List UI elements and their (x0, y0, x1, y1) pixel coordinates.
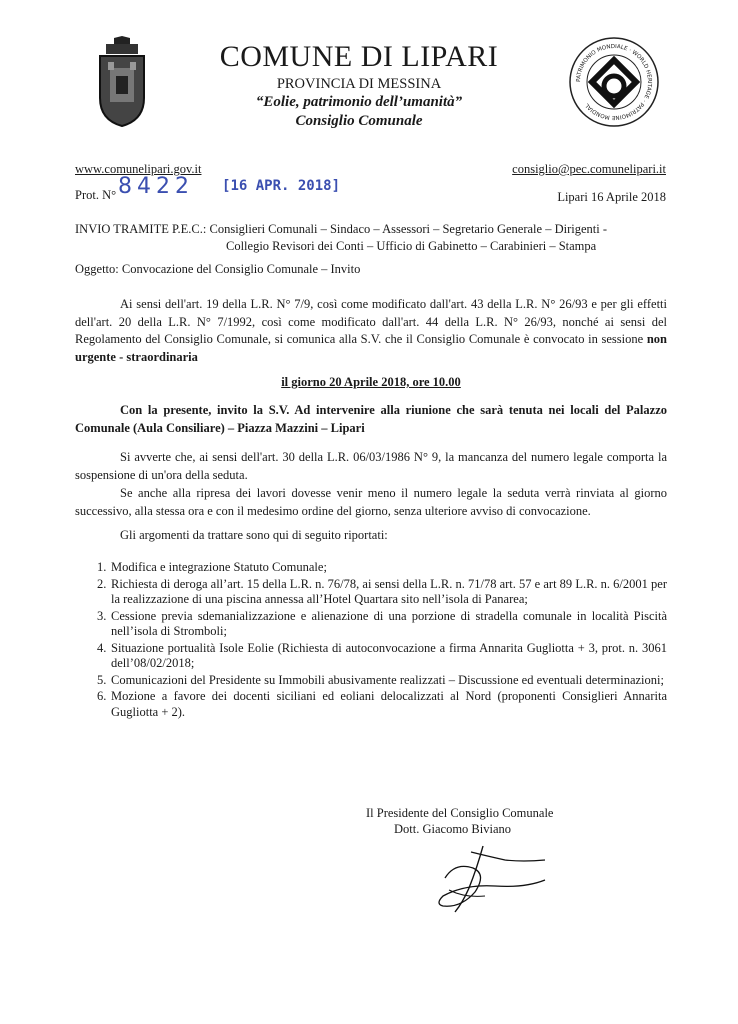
invite-paragraph: Con la presente, invito la S.V. Ad intervenire alla riunione che sarà tenuta nei locali del Palazzo Comunale (Aula Consiliare) – Piazza Mazzini – Lipari (75, 403, 667, 435)
convocation-text: Ai sensi dell'art. 19 della L.R. N° 7/9, così come modificato dall'art. 43 della L.R. N° 26/93 e per gli effetti dell'art. 20 della L.R. N° 7/1992, così come modificato dall'art. 44 della L.R. N° 26/93, nonché ai sensi del Regolamento del Consiglio Comunale, si comunica alla S.V. che il Consiglio Comunale è convocato in sessione (75, 297, 667, 346)
recipients-block (75, 221, 675, 255)
signatory-name: Dott. Giacomo Biviano (394, 822, 511, 836)
website-link[interactable]: www.comunelipari.gov.it (75, 162, 202, 176)
agenda-list (75, 560, 667, 721)
pec-email-link[interactable]: consiglio@pec.comunelipari.it (512, 162, 666, 176)
comune-crest-logo (94, 36, 150, 128)
motto: “Eolie, patrimonio dell’umanità” (255, 94, 463, 110)
list-item: 3. Cessione previa sdemanializzazione e alienazione di una porzione di stradella comunale in località Piscità nell’isola di Stromboli; (97, 608, 667, 638)
list-item: 2. Richiesta di deroga all’art. 15 della L.R. n. 76/78, ai sensi della L.R. n. 71/78 art. 57 e art 89 L.R. n. 6/2001 per la realizzazione di una piscina annessa all’Hotel Quartara sito nell’isola di Panarea; (97, 576, 667, 606)
list-item: 1. Modifica e integrazione Statuto Comunale; (97, 560, 327, 574)
resume-paragraph: Se anche alla ripresa dei lavori dovesse venir meno il numero legale la seduta verrà rinviata al giorno successivo, alla stessa ora e con il medesimo ordine del giorno, senza ulteriore avviso di convocazione. (75, 486, 667, 518)
stamp-date: 16 APR. 2018 (230, 178, 332, 194)
council-name: Consiglio Comunale (295, 113, 423, 129)
province-name: PROVINCIA DI MESSINA (276, 76, 442, 92)
session-type: non urgente - straordinaria (75, 332, 667, 364)
topics-intro: Gli argomenti da trattare sono qui di seguito riportati: (120, 528, 388, 542)
list-item: 4. Situazione portualità Isole Eolie (Richiesta di autoconvocazione a firma Annarita Gugliotta + 3, prot. n. 3061 dell’08/02/2018; (97, 640, 667, 670)
recipients-line-1: Consiglieri Comunali – Sindaco – Assessori – Segretario Generale – Dirigenti - (209, 222, 607, 236)
protocol-date-stamp: [16 APR. 2018] (222, 178, 341, 194)
place-date: Lipari 16 Aprile 2018 (557, 190, 666, 204)
subject-line: Oggetto: Convocazione del Consiglio Comunale – Invito (75, 262, 361, 276)
page-title: COMUNE DI LIPARI (219, 40, 499, 73)
convocation-paragraph (75, 296, 667, 366)
signatory-role: Il Presidente del Consiglio Comunale (366, 806, 554, 820)
list-item: 6. Mozione a favore dei docenti siciliani ed eoliani delocalizzati al Nord (proponenti Consiglieri Annarita Gugliotta + 2). (97, 689, 667, 719)
list-item: 5. Comunicazioni del Presidente su Immobili abusivamente realizzati – Discussione ed eventuali determinazioni; (97, 672, 664, 687)
unesco-world-heritage-logo (568, 36, 660, 128)
svg-text:PATRIMONIO MONDIALE · WORLD HE: PATRIMONIO MONDIALE · WORLD HERITAGE · PATRIMOINE MONDIAL (575, 43, 653, 121)
protocol-number: 8422 (118, 174, 194, 199)
recipients-line-2: Collegio Revisori dei Conti – Ufficio di Gabinetto – Carabinieri – Stampa (226, 239, 597, 253)
meeting-date: il giorno 20 Aprile 2018, ore 10.00 (281, 375, 461, 389)
protocol-label: Prot. N° (75, 188, 117, 202)
handwritten-signature (425, 838, 565, 918)
warning-paragraph: Si avverte che, ai sensi dell'art. 30 della L.R. 06/03/1986 N° 9, la mancanza del numero legale comporta la sospensione di un'ora della seduta. (75, 450, 667, 482)
recipients-label: INVIO TRAMITE P.E.C.: (75, 222, 207, 236)
